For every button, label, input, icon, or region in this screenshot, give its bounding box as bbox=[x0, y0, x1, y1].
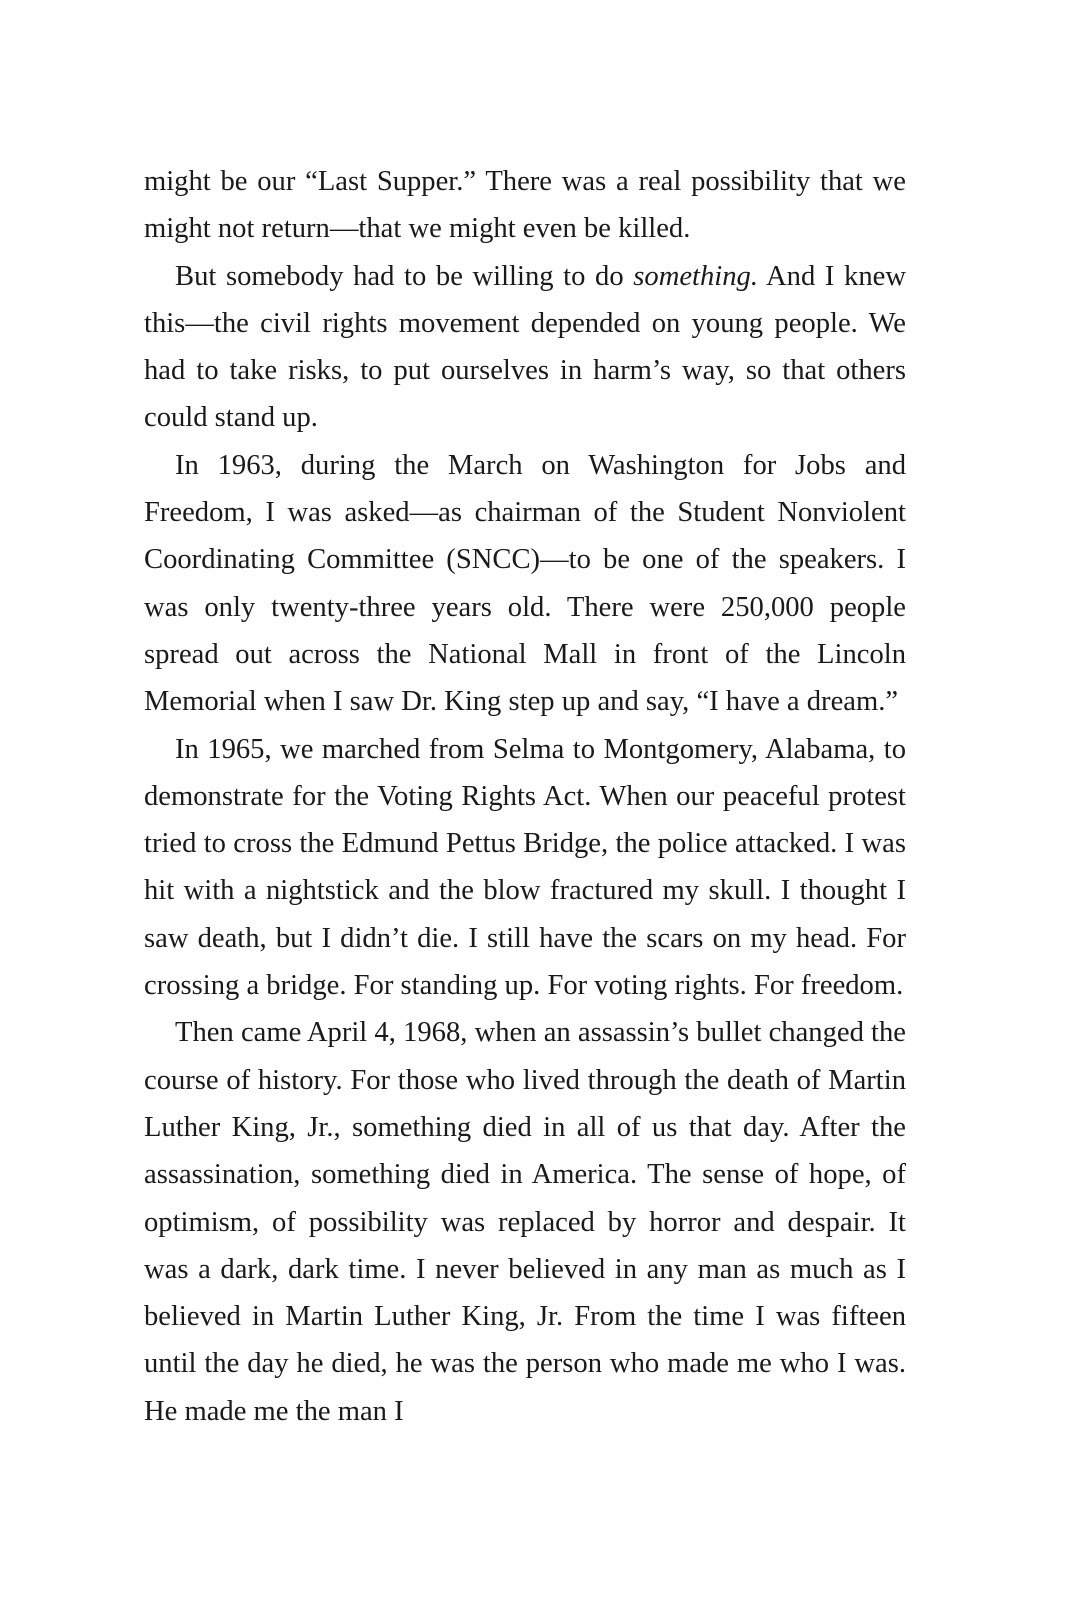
paragraph-2 bbox=[144, 253, 906, 442]
paragraph-1 bbox=[144, 158, 906, 253]
paragraph-text: And I knew this—the civil rights movement depended on young people. We had to take risks, to put ourselves in harm’s way, so that others could stand up. bbox=[144, 260, 906, 434]
body-text bbox=[144, 158, 906, 1435]
paragraph-text: But somebody had to be willing to do bbox=[175, 260, 634, 292]
paragraph-text: In 1965, we marched from Selma to Montgomery, Alabama, to demonstrate for the Voting Rights Act. When our peaceful protest tried to cross the Edmund Pettus Bridge, the police attacked. I was hit with a nightstick and the blow fractured my skull. I thought I saw death, but I didn’t die. I still have the scars on my head. For crossing a bridge. For standing up. For voting rights. For freedom. bbox=[144, 733, 906, 1002]
paragraph-3 bbox=[144, 442, 906, 726]
paragraph-text: might be our “Last Supper.” There was a real possibility that we might not return—that we might even be killed. bbox=[144, 166, 906, 245]
paragraph-5 bbox=[144, 1009, 906, 1435]
paragraph-text: In 1963, during the March on Washington for Jobs and Freedom, I was asked—as chairman of the Student Nonviolent Coordinating Committee (SNCC)—to be one of the speakers. I was only twenty-three years old. There were 250,000 people spread out across the National Mall in front of the Lincoln Memorial when I saw Dr. King step up and say, “I have a dream.” bbox=[144, 449, 906, 718]
paragraph-4 bbox=[144, 726, 906, 1010]
paragraph-text: Then came April 4, 1968, when an assassin’s bullet changed the course of history. For those who lived through the death of Martin Luther King, Jr., something died in all of us that day. After the assassination, something died in America. The sense of hope, of optimism, of possibility was replaced by horror and despair. It was a dark, dark time. I never believed in any man as much as I believed in Martin Luther King, Jr. From the time I was fifteen until the day he died, he was the person who made me who I was. He made me the man I bbox=[144, 1017, 906, 1427]
emphasized-word: something. bbox=[633, 260, 758, 292]
